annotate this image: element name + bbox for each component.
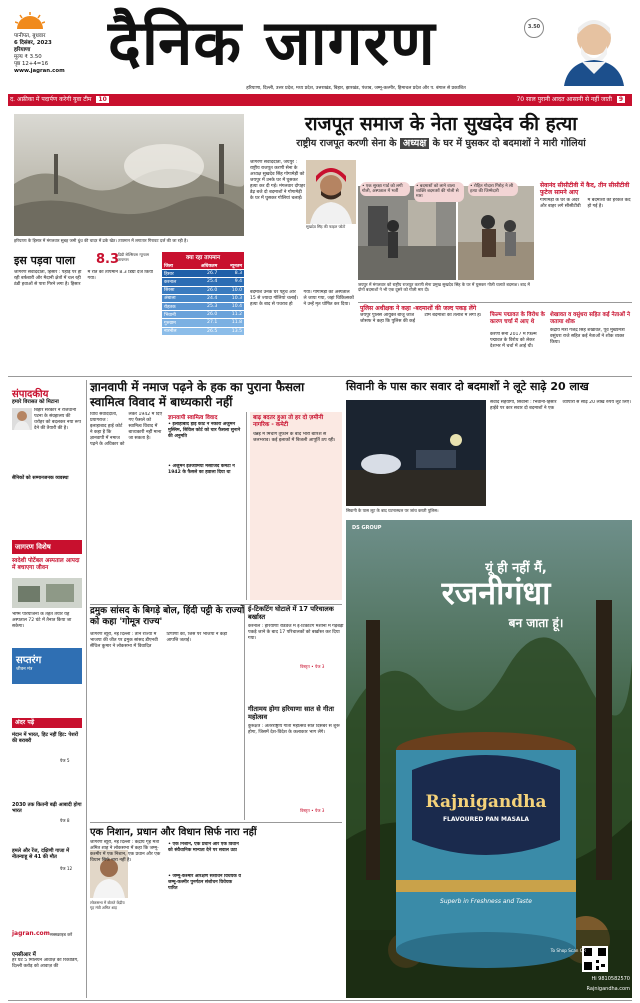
editorial-header [12, 382, 82, 400]
temp-table-cell: 24.4 [188, 294, 220, 302]
gita-body: कुरुक्षेत्र : अंतरराष्ट्रीय गीता महोत्सव सात दिसंबर से शुरू होगा, जिसमें देश-विदेश के कलाकार भाग लेंगे। [248, 724, 340, 735]
ad-label[interactable]: सब्सक्राइब करें [50, 932, 73, 937]
ad-contact: Hi 9810582570 [591, 976, 630, 982]
ticker-left[interactable] [10, 95, 310, 105]
robbery-headline: सिवानी के पास कार सवार दो बदमाशों ने लूटे साढ़े 20 लाख [346, 380, 589, 393]
robbery-photo [346, 400, 486, 506]
divider [8, 376, 632, 377]
lead-subhead-a: राष्ट्रीय राजपूत करणी सेना के [296, 138, 397, 149]
flood-headline: बाढ़ बदतर हुआ तो हर दो ज़मीनी नागरिक - कमेटी [253, 415, 324, 428]
andar2-title[interactable]: 2030 तक कितनी बढ़ी आबादी होगा भारत [12, 802, 82, 814]
temp-table-cell: नारनौल [162, 327, 188, 335]
gyanvapi-body: विधि संवाददाता, प्रयागराज : इलाहाबाद हाई कोर्ट ने कहा है कि ज्ञानवापी में नमाज पढ़ने के अधिकार को लेकर 1942 में दिए गए फैसले को स्वामित्व विवाद में बाध्यकारी नहीं माना जा सकता है। [90, 412, 163, 447]
temp-table-cell: रोहतक [162, 302, 188, 310]
temp-table-cell: 10.0 [219, 286, 244, 294]
lead-bullet-2: • बदमाशों को लाने वाला व्यक्ति बदमाशों की गोली से मारा [414, 182, 464, 202]
andar1-page: पेज 5 [60, 758, 70, 763]
shekhawat-body: केंद्रीय मंत्री गजेंद्र सिंह शेखावत, पूर्व मुख्यमंत्री वसुंधरा राजे सहित कई नेताओं ने शोक व्यक्त किया। [550, 328, 625, 345]
gyanvapi-bullet-2: • अंजुमन इंतजामिया मसाजिद कमेटी ने 1942 के फैसले का हवाला दिया था [168, 464, 235, 475]
lead-bullet-1: • एक सुरक्षा गार्ड को लगी गोली, अस्पताल में भर्ती [360, 182, 410, 196]
divider [8, 1000, 632, 1001]
gogamedi-portrait [306, 160, 356, 224]
sevanand-body: गोगामेड़ी के घर के अंदर और बाहर लगे सीसीटीवी में बदमाशों की हरकत कैद हो गई है। [540, 198, 631, 209]
temp-table-row [162, 270, 244, 278]
temp-table-cell: 10.4 [219, 302, 244, 310]
ad-tin-bottom: Superb in Freshness and Taste [440, 898, 532, 905]
page-count: पृष्ठ 12+4=16 [14, 61, 49, 67]
ticker-right-page: 9 [618, 96, 623, 103]
price-badge: 3.50 [524, 18, 544, 38]
temp-table-cell: सिरसा [162, 286, 188, 294]
ad-tin-graphic [392, 730, 580, 970]
ops-title: सैनिकों को सम्मानजनक व्यवस्था [12, 476, 69, 481]
temp-table-cell: 11.2 [219, 311, 244, 319]
ticker-left-page: 10 [98, 96, 107, 103]
ad-site[interactable]: Rajnigandha.com [586, 986, 630, 992]
temp-table-cell: करनाल [162, 278, 188, 286]
editorial-title: हमारे विरासत को मिटाना [12, 399, 59, 405]
temp-table-row [162, 327, 244, 335]
temp-table-cell: अधिकतम [188, 262, 220, 270]
temp-table-cell: 26.5 [188, 327, 220, 335]
lead-subhead [250, 136, 632, 152]
temp-table-cell: 25.3 [188, 302, 220, 310]
jagran-vishesh-label: जागरण विशेष [12, 540, 82, 554]
ad-tin-brand: Rajnigandha [425, 792, 547, 812]
temp-table-cell: 9.4 [219, 278, 244, 286]
eticket-more[interactable]: विस्तृत • पेज 3 [300, 664, 325, 669]
gita-more[interactable]: विस्तृत • पेज 3 [300, 808, 325, 813]
eticket-body: करनाल : हरियाणा रोडवेज में ई-टिकटिंग मशीनों में गड़बड़ी पकड़े जाने के बाद 17 परिचालकों को बर्खास्त कर दिया गया। [248, 624, 344, 641]
divider [90, 822, 342, 823]
temp-table-cell: हिसार [162, 270, 188, 278]
website[interactable]: www.jagran.com [14, 68, 65, 74]
lead-photo-caption: जयपुर में मंगलवार को राष्ट्रीय राजपूत करणी सेना प्रमुख सुखदेव सिंह के घर में घुसकर गोली चलाते बदमाश। बाद में दोनों बदमाशों ने भी एक दूसरे को गोली मार दी। [358, 282, 530, 293]
lead-col2-top [306, 238, 354, 288]
temp-table-row [162, 319, 244, 327]
temp-table-cell: न्यूनतम [219, 262, 244, 270]
lead-headline: राजपूत समाज के नेता सुखदेव की हत्या [304, 113, 578, 135]
cctv-photo-2 [458, 186, 534, 280]
andar2-page: पेज 8 [60, 818, 70, 823]
shekhawat-headline: शेखावत व वसुंधरा सहित कई नेताओं ने जताया शोक [550, 312, 630, 325]
film-headline: फिल्म पद्मावत के विरोध के कारण चर्चा में आए थे [490, 312, 545, 325]
jagran-com[interactable]: jagran.com [12, 930, 50, 937]
edition-line: हरियाणा, दिल्ली, उत्तर प्रदेश, मध्य प्रदेश, उत्तराखंड, बिहार, झारखंड, पंजाब, जम्मू-कश्मीर, हिमाचल प्रदेश और प. बंगाल से प्रकाशित [246, 86, 466, 91]
temp-table-body [162, 262, 244, 336]
temp-label: डिग्री सेल्सियस न्यूनतम तापमान [118, 252, 150, 262]
temp-table-row [162, 286, 244, 294]
sun-logo-icon [15, 12, 45, 30]
temp-table-cell: 8.3 [219, 270, 244, 278]
table-title: क्या रहा तापमान [162, 252, 244, 262]
kashmir-headline: एक निशान, प्रधान और विधान सिर्फ नारा नहीं [90, 827, 257, 838]
divider [358, 302, 632, 303]
ad-tin [392, 730, 580, 970]
edition-date: 6 दिसंबर, 2023 [14, 40, 52, 46]
temp-table-row [162, 294, 244, 302]
temp-table-cell: 25.4 [188, 278, 220, 286]
bottom-text: हर घंटे 5 मिलियन आवाज़ की रिकॉर्डिंग, दिल्ली करोड़ को आवाज़ की [12, 958, 79, 969]
ticker-left-text: द. अफ्रीका में पदार्पण करेगी युवा टीम [10, 96, 92, 103]
temp-table-cell: 13.5 [219, 327, 244, 335]
lead-bullet-3: • रोहित गोदारा गिरोह ने ली हत्या की जिम्मेदारी [468, 182, 518, 196]
jv-text: भीष्म परियोजना के तहत तैयार यह अस्पताल 72 घंटे में तैनात किया जा सकेगा। [12, 612, 72, 629]
ticker-right-text: 70 साल पुरानी आदत आसानी से नहीं जाती [516, 96, 612, 103]
saptrang-block[interactable] [12, 648, 82, 684]
dmk-headline: द्रमुक सांसद के बिगड़े बोल, हिंदी पट्टी के राज्यों को कहा 'गोमूत्र राज्य' [90, 606, 245, 627]
temp-table-cell: 11.8 [219, 319, 244, 327]
editorial-portrait [12, 408, 32, 430]
temp-table-cell: भिवानी [162, 311, 188, 319]
temp-table-cell: 27.1 [188, 319, 220, 327]
temp-table-cell: 26.0 [188, 311, 220, 319]
gyanvapi-subhead: ज्ञानवापी स्वामित्व विवाद [168, 415, 218, 421]
andar3-page: पेज 12 [60, 866, 73, 871]
temperature-table [162, 252, 244, 384]
dmk-body: जागरण ब्यूरो, नई दिल्ली : तीन राज्यों में भाजपा की जीत पर द्रमुक सांसद डीएनवी सेंथिल कुमार ने लोकसभा में विवादित टिप्पणी की, जिस पर भाजपा ने कड़ी आपत्ति जताई। [90, 632, 228, 649]
flood-body: चेन्नई में मिचौंग तूफान के बाद भारी बारिश से जलभराव। कई इलाकों में बिजली आपूर्ति ठप रही। [253, 431, 336, 443]
robbery-body: संवाद सहयोगी, सिवानी : भिवानी-हिसार हाईवे पर कार सवार दो बदमाशों ने एक व्यापारी से साढ़े 20 लाख रुपये लूट लिए। [490, 400, 631, 411]
temp-table-cell: गुरुग्राम [162, 319, 188, 327]
fog-photo-caption: हरियाणा के हिसार में मंगलवार सुबह जमी धुंध की चादर में ढके खेत। तापमान में लगातार गिरावट दर्ज की जा रही है। [14, 238, 188, 243]
gyanvapi-bullet-1: • इलाहाबाद हाई कोर्ट ने नकारा अंजुमन मुस्लिम, सिविल कोर्ट को चार फैसला सुनाने की अनुमति [168, 422, 241, 439]
newspaper-title: दैनिक जागरण [108, 6, 436, 79]
lead-dateline: जागरण संवाददाता, जयपुर : राष्ट्रीय राजपूत करणी सेना के अध्यक्ष सुखदेव सिंह गोगामेड़ी को जयपुर में उनके घर में घुसकर हत्या कर दी गई। मंगलवार दोपहर डेढ़ बजे दो बदमाशों ने गोगामेड़ी के घर में घुसकर गोलियां चलाईं। [250, 160, 306, 201]
ad-tin-sub: FLAVOURED PAN MASALA [442, 816, 530, 823]
edition-state: हरियाणा [14, 47, 31, 53]
saptrang-sub: जीवन मंत्र [16, 667, 33, 672]
lead-subhead-word: अध्यक्ष [400, 138, 429, 149]
temp-table-cell: 10.3 [219, 294, 244, 302]
bottom-title: एनसीआर में [12, 952, 36, 958]
police-headline: पुलिस अधीक्षक ने कहा -बदमाशों की जल्द पकड़ लेंगे [360, 305, 477, 312]
divider [86, 380, 87, 998]
eticket-headline: ई-टिकटिंग घोटाले में 17 परिचालक बर्खास्त [248, 605, 334, 621]
divider [246, 412, 247, 600]
lead-subhead-b: के घर में घुसकर दो बदमाशों ने मारी गोलियां [432, 138, 586, 149]
fog-photo [14, 114, 244, 236]
kashmir-bullet-1: • एक निशान, एक प्रधान और एक विधान को संवैधानिक मान्यता देने पर सवाल उठा [168, 842, 239, 853]
temp-table-row [162, 311, 244, 319]
gyanvapi-body-2 [168, 496, 242, 600]
ad-tagline: यूं ही नहीं मैं, [485, 561, 547, 576]
gyanvapi-headline: ज्ञानवापी में नमाज पढ़ने के हक का पुराना फैसला स्वामित्व विवाद में बाध्यकारी नहीं [90, 380, 305, 409]
jv-photo [12, 578, 82, 608]
lead-col2: बदमाश उनके घर पहुंचे और 15 से ज्यादा गोलियां चलाईं। हत्या के बाद से पथराव हो गया। गोगामेड़ी को अस्पताल ले जाया गया, जहां चिकित्सकों ने उन्हें मृत घोषित कर दिया। [250, 290, 354, 307]
ticker-right[interactable] [360, 95, 625, 105]
andar1-title[interactable]: मंदान में भारत, हिट नहीं हिट: पेशरों की बराबरी [12, 732, 78, 744]
gita-headline: गीतामय होगा हरियाणा सात से गीता महोत्सव [248, 705, 334, 721]
temp-value: 8.3 [96, 252, 120, 267]
divider [244, 604, 245, 820]
shah-caption: लोकसभा में बोलते केंद्रीय गृह मंत्री अमित शाह [90, 900, 125, 911]
robbery-caption: सिवानी के पास लूट के बाद घटनास्थल पर जांच करती पुलिस। [346, 508, 439, 513]
fog-headline: इस पड़वा पाला [14, 254, 75, 267]
andar3-title[interactable]: हमले और रेंज, दक्षिणी गाजा में नीतन्याहू से 41 की मौत [12, 848, 70, 860]
sevanand-headline: सेवानंद सीसीटीवी में कैद, तीन सीसीटीवी फुटेज सामने आए [540, 182, 630, 196]
ad-brand: DS GROUP [352, 525, 382, 531]
ad-tagline-2: बन जाता हूं। [508, 616, 564, 630]
jv-title: स्वदेशी पोर्टेबल अस्पताल आपदा में बचाएगा जीवन [12, 558, 80, 571]
editorial-text: बिहार सरकार ने राजधानी पटना के संग्रहालय की धरोहर को बदलकर नया रूप देने की तैयारी की है। [34, 408, 81, 431]
ad-product: रजनीगंधा [441, 574, 551, 612]
temp-table-header [162, 262, 244, 270]
police-body: जयपुर पुलिस आयुक्त बीजू जॉर्ज जोसफ ने कहा कि पुलिस की कई टीमें बदमाशों की तलाश में लगी हैं। [360, 313, 482, 324]
kashmir-body: जागरण ब्यूरो, नई दिल्ली : केंद्रीय गृह मंत्री अमित शाह ने लोकसभा में कहा कि जम्मू-कश्मीर में एक निशान, एक प्रधान और एक विधान सिर्फ नारा नहीं है। [90, 840, 161, 863]
edition-day: पानीपत, बुधवार [14, 33, 46, 39]
temp-table-cell: 26.0 [188, 286, 220, 294]
film-body: करणी सेना 2017 में फिल्म पद्मावत के विरोध को लेकर देशभर में चर्चा में आई थी। [490, 332, 537, 349]
kashmir-bullet-2: • जम्मू-कश्मीर आरक्षण संशोधन विधेयक व जम्मू-कश्मीर पुनर्गठन संशोधन विधेयक पारित [168, 874, 241, 891]
temp-table-cell: 26.7 [188, 270, 220, 278]
andar-label: अंदर पढ़ें [12, 718, 82, 728]
portrait-caption: सुखदेव सिंह की फाइल फोटो [306, 224, 346, 229]
temp-table-cell: जिला [162, 262, 188, 270]
ad-scan: To Shop Scan QR [550, 948, 586, 953]
temp-table-row [162, 278, 244, 286]
flood-box [250, 412, 342, 600]
rajnigandha-ad[interactable] [346, 520, 632, 998]
portrait-photo [548, 8, 626, 86]
temp-table-row [162, 302, 244, 310]
fog-body: जागरण संवाददाता, हिसार : पहाड़ पर हो रही बर्फबारी और मैदानी क्षेत्रों में चल रही ठंडी हवाओं से पारा गिरने लगा है। हिसार में रात का तापमान 8.3 डिग्री दर्ज किया गया। [14, 270, 153, 287]
price: मूल्य ₹ 3.50 [14, 54, 42, 60]
temp-table-cell: अंबाला [162, 294, 188, 302]
saptrang-title: सप्तरंग [16, 655, 42, 666]
editorial-label: संपादकीय [12, 389, 49, 400]
